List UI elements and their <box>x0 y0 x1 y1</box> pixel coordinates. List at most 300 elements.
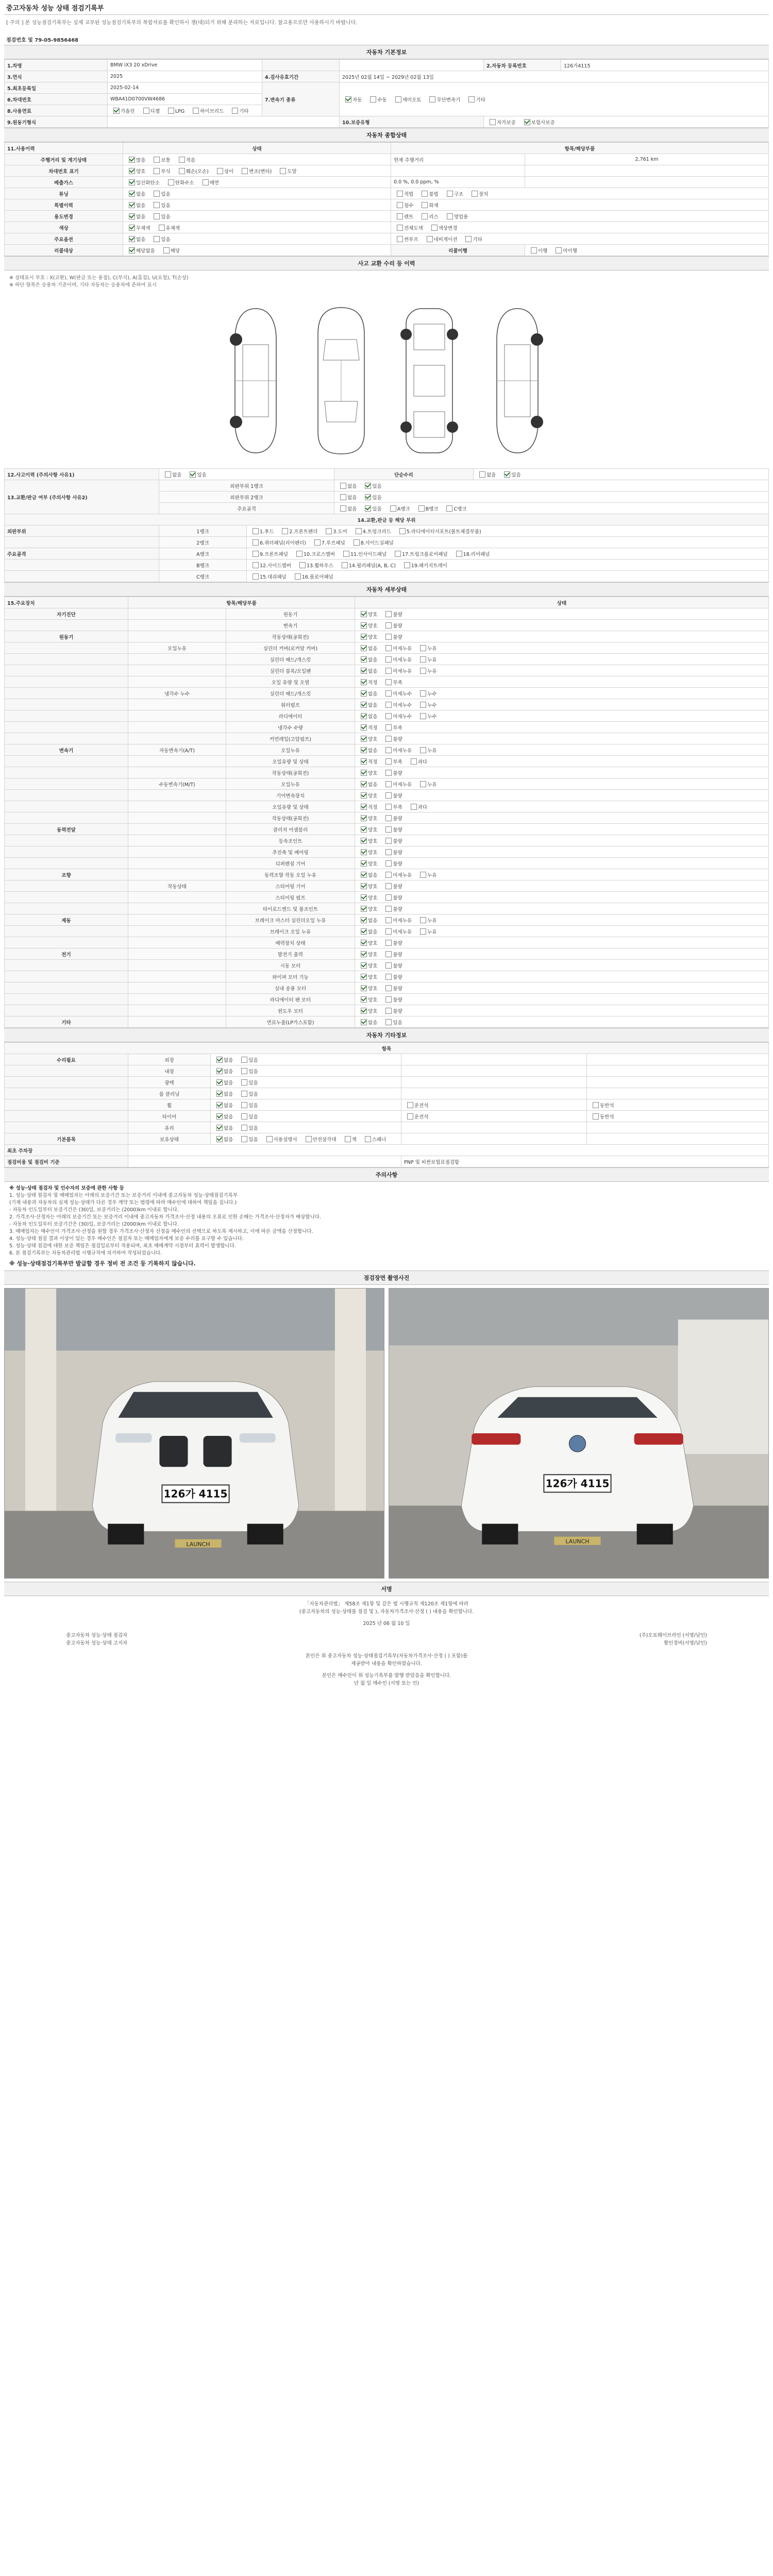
checkbox[interactable] <box>420 690 426 697</box>
checkbox[interactable] <box>385 679 392 685</box>
checkbox[interactable] <box>361 656 367 663</box>
detail-group <box>5 642 128 654</box>
front-plate-text: 126가 4115 <box>163 1487 228 1500</box>
checkbox-label: 양호 <box>368 827 378 833</box>
checkbox[interactable] <box>282 528 288 534</box>
checkbox[interactable] <box>411 758 417 765</box>
checkbox-label: 누유 <box>427 929 437 935</box>
checkbox[interactable] <box>431 225 438 231</box>
checkbox[interactable] <box>242 168 248 174</box>
detail-sub <box>128 960 226 971</box>
checkbox-label: C랭크 <box>453 506 467 512</box>
checkbox[interactable] <box>154 202 160 208</box>
checkbox[interactable] <box>129 157 135 163</box>
checkbox[interactable] <box>385 792 392 799</box>
checkbox[interactable] <box>280 168 286 174</box>
checkbox[interactable] <box>361 951 367 957</box>
checkbox[interactable] <box>361 985 367 991</box>
checkbox[interactable] <box>365 494 371 500</box>
checkbox[interactable] <box>253 573 259 580</box>
checkbox-label: 4.트렁크리드 <box>362 529 391 535</box>
checkbox-label: 적법 <box>404 191 414 197</box>
checkbox-label: 1.후드 <box>260 529 274 535</box>
checkbox[interactable] <box>129 225 135 231</box>
checkbox[interactable] <box>361 883 367 889</box>
checkbox[interactable] <box>216 1079 223 1086</box>
checkbox[interactable] <box>361 792 367 799</box>
checkbox-label: 안전삼각대 <box>312 1137 337 1143</box>
checkbox[interactable] <box>216 1091 223 1097</box>
checkbox[interactable] <box>385 804 392 810</box>
checkbox[interactable] <box>154 157 160 163</box>
checkbox[interactable] <box>361 872 367 878</box>
checkbox-label: 양호 <box>368 850 378 856</box>
checkbox-label: 부족 <box>393 725 402 731</box>
checkbox[interactable] <box>395 96 401 103</box>
checkbox[interactable] <box>306 1136 312 1142</box>
checkbox[interactable] <box>420 917 426 923</box>
checkbox[interactable] <box>479 471 485 478</box>
table-row <box>5 177 769 188</box>
checkbox[interactable] <box>385 838 392 844</box>
notes-heading: 주의사항 <box>4 1167 769 1182</box>
checkbox[interactable] <box>241 1136 247 1142</box>
table-cell <box>587 1099 769 1111</box>
table-cell <box>340 60 484 71</box>
checkbox[interactable] <box>361 804 367 810</box>
checkbox[interactable] <box>154 168 160 174</box>
note-line: ※ 성능·상태 점검자 및 인수자의 보증에 관한 사항 등 <box>9 1185 124 1191</box>
checkbox[interactable] <box>504 471 510 478</box>
checkbox[interactable] <box>232 108 238 114</box>
checkbox[interactable] <box>395 551 401 557</box>
table-row <box>5 165 769 177</box>
checkbox[interactable] <box>203 179 209 185</box>
checkbox[interactable] <box>385 656 392 663</box>
checkbox[interactable] <box>385 906 392 912</box>
checkbox[interactable] <box>422 213 428 219</box>
checkbox[interactable] <box>253 528 259 534</box>
checkbox[interactable] <box>365 483 371 489</box>
detail-item: 실내 송풍 모터 <box>226 982 355 994</box>
sign-date: 2025 년 06 월 10 일 <box>363 1621 410 1626</box>
table-row <box>5 1077 769 1088</box>
checkbox[interactable] <box>361 645 367 651</box>
checkbox[interactable] <box>385 1019 392 1025</box>
checkbox[interactable] <box>385 1008 392 1014</box>
checkbox[interactable] <box>216 1068 223 1074</box>
overall-options <box>123 222 391 233</box>
detail-group <box>5 733 128 744</box>
checkbox[interactable] <box>129 202 135 208</box>
checkbox[interactable] <box>361 679 367 685</box>
checkbox[interactable] <box>217 168 223 174</box>
checkbox[interactable] <box>370 96 376 103</box>
table-row <box>5 654 769 665</box>
detail-options <box>355 665 769 676</box>
checkbox[interactable] <box>361 702 367 708</box>
checkbox[interactable] <box>385 645 392 651</box>
checkbox[interactable] <box>385 940 392 946</box>
checkbox-label: 상이 <box>224 168 234 175</box>
checkbox[interactable] <box>524 119 530 125</box>
checkbox[interactable] <box>385 634 392 640</box>
checkbox[interactable] <box>420 656 426 663</box>
checkbox[interactable] <box>179 157 185 163</box>
detail-group: 기타 <box>5 1016 128 1028</box>
checkbox[interactable] <box>345 1136 351 1142</box>
checkbox[interactable] <box>397 213 403 219</box>
checkbox[interactable] <box>361 940 367 946</box>
checkbox[interactable] <box>129 247 135 253</box>
checkbox[interactable] <box>340 494 346 500</box>
checkbox[interactable] <box>427 236 433 242</box>
vehicle-diagram <box>4 293 769 468</box>
checkbox[interactable] <box>361 974 367 980</box>
checkbox-label: 9.프론트패널 <box>260 551 288 557</box>
accident-label: 12.사고이력 (주의사항 사유1) <box>5 469 159 480</box>
checkbox[interactable] <box>456 551 462 557</box>
checkbox[interactable] <box>593 1102 599 1108</box>
checkbox[interactable] <box>361 713 367 719</box>
checkbox[interactable] <box>129 168 135 174</box>
checkbox[interactable] <box>345 96 351 103</box>
detail-options <box>355 869 769 880</box>
detail-options <box>355 926 769 937</box>
checkbox[interactable] <box>179 168 185 174</box>
checkbox[interactable] <box>296 551 303 557</box>
notice-text: [ 주의 ] 본 성능점검기록부는 실제 교부된 성능점검기록부의 복합자료를 확인하시 쟁(대)되기 위해 분리하는 자료입니다. 참고용으로만 사용하시기 바랍니다. <box>6 20 358 26</box>
detail-group: 조향 <box>5 869 128 880</box>
checkbox[interactable] <box>361 758 367 765</box>
checkbox[interactable] <box>447 191 453 197</box>
checkbox[interactable] <box>420 645 426 651</box>
checkbox[interactable] <box>420 872 426 878</box>
checkbox-label: 미세누유 <box>393 918 412 924</box>
detail-item: 작동상태(공회전) <box>226 812 355 824</box>
table-cell: 1랭크 <box>159 526 247 537</box>
checkbox[interactable] <box>361 747 367 753</box>
checkbox[interactable] <box>361 815 367 821</box>
buyer-signature: 년 월 일 매수인 (서명 또는 인) <box>354 1681 419 1686</box>
checkbox[interactable] <box>385 815 392 821</box>
checkbox-label: 누수 <box>427 702 437 708</box>
table-cell: 타이어 <box>128 1111 211 1122</box>
checkbox-label: 해당 <box>170 248 180 254</box>
checkbox[interactable] <box>340 483 346 489</box>
checkbox[interactable] <box>361 781 367 787</box>
checkbox-label: 미세누수 <box>393 714 412 720</box>
overall-options <box>123 177 391 188</box>
checkbox[interactable] <box>399 528 406 534</box>
detail-item: 기어변속장치 <box>226 790 355 801</box>
checkbox[interactable] <box>385 770 392 776</box>
checkbox[interactable] <box>361 770 367 776</box>
checkbox[interactable] <box>385 747 392 753</box>
detail-options <box>355 948 769 960</box>
detail-options <box>355 1016 769 1028</box>
checkbox[interactable] <box>397 202 403 208</box>
checkbox[interactable] <box>253 539 259 546</box>
front-photo[interactable] <box>4 1288 384 1579</box>
checkbox-label: 있음 <box>248 1057 258 1063</box>
sign-line-3: 본인은 위 중고자동차 성능·상태점검기록부(자동차가격조사·산정 ( ) 포함)를 <box>305 1653 468 1659</box>
checkbox[interactable] <box>385 894 392 901</box>
detail-item: 연료누출(LP가스포함) <box>226 1016 355 1028</box>
checkbox[interactable] <box>361 690 367 697</box>
checkbox[interactable] <box>385 622 392 629</box>
checkbox[interactable] <box>241 1102 247 1108</box>
checkbox[interactable] <box>397 236 403 242</box>
checkbox[interactable] <box>385 985 392 991</box>
checkbox-label: 양호 <box>368 963 378 969</box>
checkbox[interactable] <box>385 928 392 935</box>
checkbox[interactable] <box>385 611 392 617</box>
checkbox[interactable] <box>154 191 160 197</box>
checkbox[interactable] <box>314 539 321 546</box>
checkbox-label: 네비게이션 <box>433 236 458 243</box>
checkbox[interactable] <box>165 471 171 478</box>
checkbox[interactable] <box>266 1136 273 1142</box>
checkbox[interactable] <box>154 213 160 219</box>
notes-footer: ※ 성능·상태점검기록부만 발급할 경우 정비 전 조건 등 기록하지 않습니다. <box>9 1260 196 1267</box>
checkbox[interactable] <box>385 962 392 969</box>
checkbox[interactable] <box>361 736 367 742</box>
checkbox[interactable] <box>465 236 472 242</box>
overall-options <box>123 188 391 199</box>
checkbox[interactable] <box>407 1102 413 1108</box>
checkbox[interactable] <box>420 702 426 708</box>
checkbox-label: 기타 <box>476 97 485 103</box>
checkbox[interactable] <box>420 928 426 935</box>
checkbox[interactable] <box>159 225 165 231</box>
checkbox[interactable] <box>361 906 367 912</box>
checkbox[interactable] <box>295 573 301 580</box>
checkbox[interactable] <box>418 505 425 512</box>
detail-item: 등속조인트 <box>226 835 355 846</box>
checkbox[interactable] <box>422 191 428 197</box>
checkbox[interactable] <box>404 562 410 568</box>
table-row <box>5 756 769 767</box>
checkbox-label: 하이브리드 <box>200 108 224 114</box>
checkbox[interactable] <box>190 471 196 478</box>
detail-options <box>355 722 769 733</box>
checkbox[interactable] <box>361 928 367 935</box>
checkbox[interactable] <box>385 781 392 787</box>
checkbox[interactable] <box>385 974 392 980</box>
checkbox[interactable] <box>385 917 392 923</box>
checkbox[interactable] <box>129 213 135 219</box>
detail-options <box>355 1005 769 1016</box>
checkbox[interactable] <box>361 860 367 867</box>
detail-sub <box>128 858 226 869</box>
checkbox[interactable] <box>216 1113 223 1120</box>
checkbox[interactable] <box>385 702 392 708</box>
checkbox[interactable] <box>365 505 371 512</box>
detail-item: 워터펌프 <box>226 699 355 710</box>
checkbox[interactable] <box>143 108 149 114</box>
checkbox[interactable] <box>420 781 426 787</box>
checkbox[interactable] <box>429 96 435 103</box>
checkbox-label: 양호 <box>368 612 378 618</box>
checkbox-label: 없음 <box>224 1069 233 1075</box>
checkbox[interactable] <box>385 826 392 833</box>
checkbox-label: 누유 <box>427 646 437 652</box>
checkbox[interactable] <box>168 108 174 114</box>
detail-options <box>355 733 769 744</box>
checkbox-label: 적음 <box>186 157 196 163</box>
checkbox[interactable] <box>385 758 392 765</box>
checkbox-label: 미세누수 <box>393 702 412 708</box>
checkbox-label: 색상변경 <box>438 225 458 231</box>
checkbox[interactable] <box>361 917 367 923</box>
checkbox[interactable] <box>361 962 367 969</box>
checkbox[interactable] <box>216 1125 223 1131</box>
checkbox[interactable] <box>241 1079 247 1086</box>
checkbox-label: 11.인사이드패널 <box>350 551 387 557</box>
checkbox[interactable] <box>361 611 367 617</box>
checkbox[interactable] <box>241 1125 247 1131</box>
checkbox[interactable] <box>556 247 562 253</box>
table-cell <box>5 1065 128 1077</box>
sign-line-1: 「자동차관리법」 제58조 제1항 및 같은 법 시행규칙 제120조 제1항에 따라 <box>305 1601 468 1607</box>
checkbox[interactable] <box>365 1136 371 1142</box>
checkbox[interactable] <box>397 191 403 197</box>
checkbox-label: 디젤 <box>150 108 160 114</box>
checkbox[interactable] <box>385 996 392 1003</box>
checkbox-label: 불량 <box>393 793 402 799</box>
checkbox[interactable] <box>385 736 392 742</box>
checkbox-label: 불량 <box>393 906 402 912</box>
checkbox[interactable] <box>468 96 475 103</box>
other-options <box>211 1122 401 1133</box>
checkbox[interactable] <box>361 668 367 674</box>
checkbox[interactable] <box>361 894 367 901</box>
checkbox[interactable] <box>490 119 496 125</box>
checkbox[interactable] <box>593 1113 599 1120</box>
detail-sub: 자동변속기(A/T) <box>128 744 226 756</box>
overall-detail <box>391 165 525 177</box>
checkbox-label: 있음 <box>248 1103 258 1109</box>
overall-row-label: 배출가스 <box>5 177 123 188</box>
checkbox[interactable] <box>422 202 428 208</box>
checkbox[interactable] <box>385 724 392 731</box>
checkbox[interactable] <box>361 634 367 640</box>
checkbox[interactable] <box>385 713 392 719</box>
checkbox[interactable] <box>241 1113 247 1120</box>
checkbox[interactable] <box>361 838 367 844</box>
table-cell: 2.자동차 등록번호 <box>484 60 561 71</box>
checkbox[interactable] <box>241 1068 247 1074</box>
detail-options <box>355 812 769 824</box>
checkbox-label: 불량 <box>393 1008 402 1014</box>
checkbox[interactable] <box>361 826 367 833</box>
checkbox[interactable] <box>407 1113 413 1120</box>
checkbox[interactable] <box>397 225 403 231</box>
checkbox[interactable] <box>385 883 392 889</box>
checkbox-label: 불량 <box>393 986 402 992</box>
checkbox[interactable] <box>361 1019 367 1025</box>
checkbox[interactable] <box>241 1057 247 1063</box>
checkbox[interactable] <box>411 804 417 810</box>
checkbox-label: 없음 <box>368 691 378 697</box>
checkbox[interactable] <box>168 179 174 185</box>
checkbox[interactable] <box>385 872 392 878</box>
rear-photo-image <box>389 1289 768 1578</box>
checkbox[interactable] <box>326 528 332 534</box>
checkbox[interactable] <box>216 1136 223 1142</box>
table-row <box>5 537 769 548</box>
checkbox[interactable] <box>129 179 135 185</box>
detail-sub <box>128 869 226 880</box>
checkbox-label: 불량 <box>393 952 402 958</box>
rank-options <box>334 492 769 503</box>
checkbox[interactable] <box>129 236 135 242</box>
checkbox-label: 무채색 <box>136 225 150 231</box>
checkbox[interactable] <box>390 505 396 512</box>
table-cell: 10.보증유형 <box>340 116 484 128</box>
checkbox[interactable] <box>216 1102 223 1108</box>
detail-item: 동력조향 작동 오일 누유 <box>226 869 355 880</box>
checkbox[interactable] <box>113 108 120 114</box>
checkbox[interactable] <box>356 528 362 534</box>
table-cell <box>128 1145 769 1156</box>
checkbox[interactable] <box>129 191 135 197</box>
checkbox[interactable] <box>361 1008 367 1014</box>
checkbox[interactable] <box>385 951 392 957</box>
checkbox[interactable] <box>340 505 346 512</box>
table-row <box>5 188 769 199</box>
checkbox[interactable] <box>154 236 160 242</box>
checkbox[interactable] <box>446 505 452 512</box>
checkbox[interactable] <box>193 108 199 114</box>
checkbox[interactable] <box>343 551 349 557</box>
checkbox-label: 양호 <box>368 770 378 776</box>
checkbox[interactable] <box>385 668 392 674</box>
checkbox[interactable] <box>354 539 360 546</box>
rear-photo[interactable] <box>389 1288 769 1579</box>
checkbox[interactable] <box>420 668 426 674</box>
checkbox[interactable] <box>361 622 367 629</box>
checkbox[interactable] <box>472 191 478 197</box>
svg-text:LAUNCH: LAUNCH <box>186 1540 210 1548</box>
checkbox[interactable] <box>163 247 170 253</box>
checkbox[interactable] <box>385 690 392 697</box>
checkbox-label: 불량 <box>393 634 402 640</box>
checkbox[interactable] <box>447 213 453 219</box>
checkbox[interactable] <box>241 1091 247 1097</box>
detail-status-heading: 자동차 세부상태 <box>4 582 769 597</box>
checkbox[interactable] <box>299 562 306 568</box>
checkbox[interactable] <box>531 247 537 253</box>
checkbox[interactable] <box>361 849 367 855</box>
checkbox[interactable] <box>385 849 392 855</box>
checkbox-label: 썬루프 <box>404 236 418 243</box>
checkbox[interactable] <box>216 1057 223 1063</box>
checkbox-label: 있음 <box>248 1137 258 1143</box>
checkbox[interactable] <box>361 996 367 1003</box>
checkbox[interactable] <box>342 562 348 568</box>
checkbox[interactable] <box>420 747 426 753</box>
checkbox[interactable] <box>385 860 392 867</box>
checkbox[interactable] <box>361 724 367 731</box>
checkbox[interactable] <box>253 551 259 557</box>
checkbox-label: 3.도어 <box>333 529 347 535</box>
overall-row-label: 색상 <box>5 222 123 233</box>
checkbox[interactable] <box>253 562 259 568</box>
checkbox-label: A랭크 <box>397 506 410 512</box>
checkbox[interactable] <box>420 713 426 719</box>
